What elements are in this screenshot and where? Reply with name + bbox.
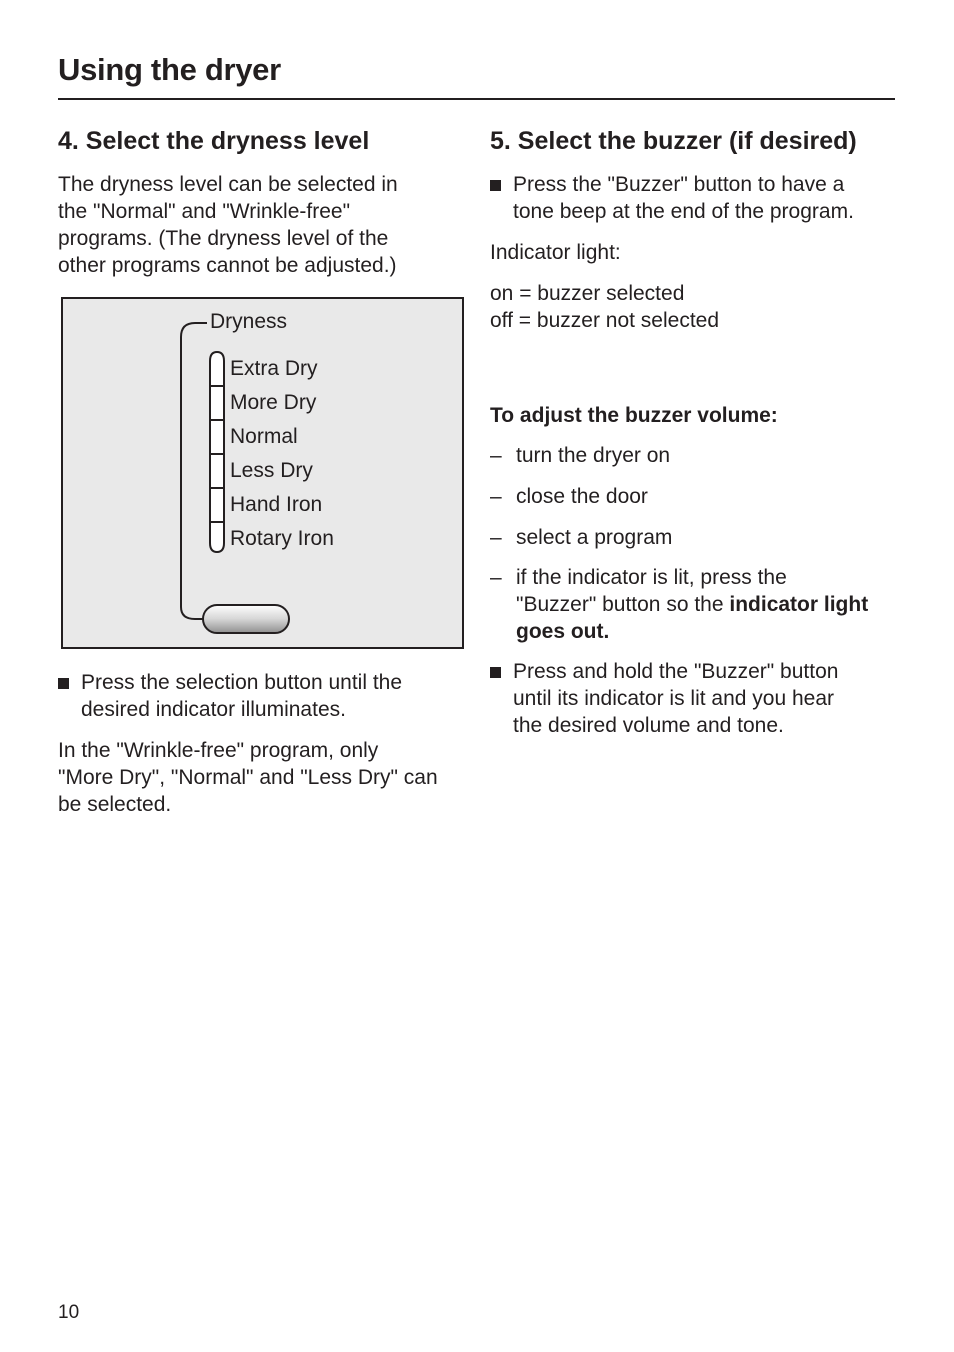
dryness-panel-illustration xyxy=(61,297,464,649)
step-item xyxy=(490,483,900,510)
on-text: on = buzzer selected xyxy=(490,282,685,305)
option-more-dry: More Dry xyxy=(230,391,317,414)
intro-line: programs. (The dryness level of the xyxy=(58,227,389,250)
right-column xyxy=(490,125,900,739)
title-rule xyxy=(58,98,895,100)
option-hand-iron: Hand Iron xyxy=(230,493,323,516)
step-text: select a program xyxy=(516,526,673,549)
step-text: close the door xyxy=(516,485,648,508)
step-text: turn the dryer on xyxy=(516,444,671,467)
intro-line: The dryness level can be selected in xyxy=(58,173,398,196)
selection-button xyxy=(203,605,289,633)
dryness-heading: 4. Select the dryness level xyxy=(58,127,370,155)
selection-bullet xyxy=(58,669,468,723)
intro-paragraph xyxy=(58,171,468,279)
step-text: "Buzzer" button so the xyxy=(516,593,730,616)
left-column xyxy=(58,125,468,818)
step-bold-text: goes out. xyxy=(516,620,610,643)
bullet-square xyxy=(490,667,501,678)
wrinkle-free-note xyxy=(58,737,468,818)
dash-symbol: – xyxy=(490,566,502,589)
buzzer-bullet xyxy=(490,171,900,225)
option-normal: Normal xyxy=(230,425,298,448)
step-bold-text: indicator light xyxy=(729,593,869,616)
intro-line: the "Normal" and "Wrinkle-free" xyxy=(58,200,351,223)
buzzer-heading: 5. Select the buzzer (if desired) xyxy=(490,127,857,155)
bullet-line: until its indicator is lit and you hear xyxy=(513,687,834,710)
bullet-line: Press and hold the "Buzzer" button xyxy=(513,660,839,683)
bullet-line: desired indicator illuminates. xyxy=(81,698,346,721)
hold-buzzer-bullet xyxy=(490,658,900,739)
step-item xyxy=(490,442,900,469)
option-less-dry: Less Dry xyxy=(230,459,313,482)
note-line: be selected. xyxy=(58,793,172,816)
page-number: 10 xyxy=(58,1302,80,1323)
bracket-line xyxy=(181,323,207,619)
bullet-line: the desired volume and tone. xyxy=(513,714,784,737)
indicator-states xyxy=(490,280,900,334)
dash-symbol: – xyxy=(490,485,502,508)
step-text: if the indicator is lit, press the xyxy=(516,566,787,589)
bullet-square xyxy=(58,678,69,689)
bullet-line: Press the selection button until the xyxy=(81,671,403,694)
dash-symbol: – xyxy=(490,526,502,549)
adjust-volume-heading: To adjust the buzzer volume: xyxy=(490,404,778,427)
off-text: off = buzzer not selected xyxy=(490,309,720,332)
bullet-line: Press the "Buzzer" button to have a xyxy=(513,173,845,196)
step-item xyxy=(490,564,900,645)
bullet-square xyxy=(490,180,501,191)
page-title: Using the dryer xyxy=(58,52,281,87)
note-line: In the "Wrinkle-free" program, only xyxy=(58,739,379,762)
dryness-label: Dryness xyxy=(210,310,288,333)
bullet-line: tone beep at the end of the program. xyxy=(513,200,854,223)
option-rotary-iron: Rotary Iron xyxy=(230,527,334,550)
dash-symbol: – xyxy=(490,444,502,467)
intro-line: other programs cannot be adjusted.) xyxy=(58,254,397,277)
note-line: "More Dry", "Normal" and "Less Dry" can xyxy=(58,766,438,789)
option-extra-dry: Extra Dry xyxy=(230,357,318,380)
indicator-label: Indicator light: xyxy=(490,241,621,264)
step-item xyxy=(490,524,900,551)
